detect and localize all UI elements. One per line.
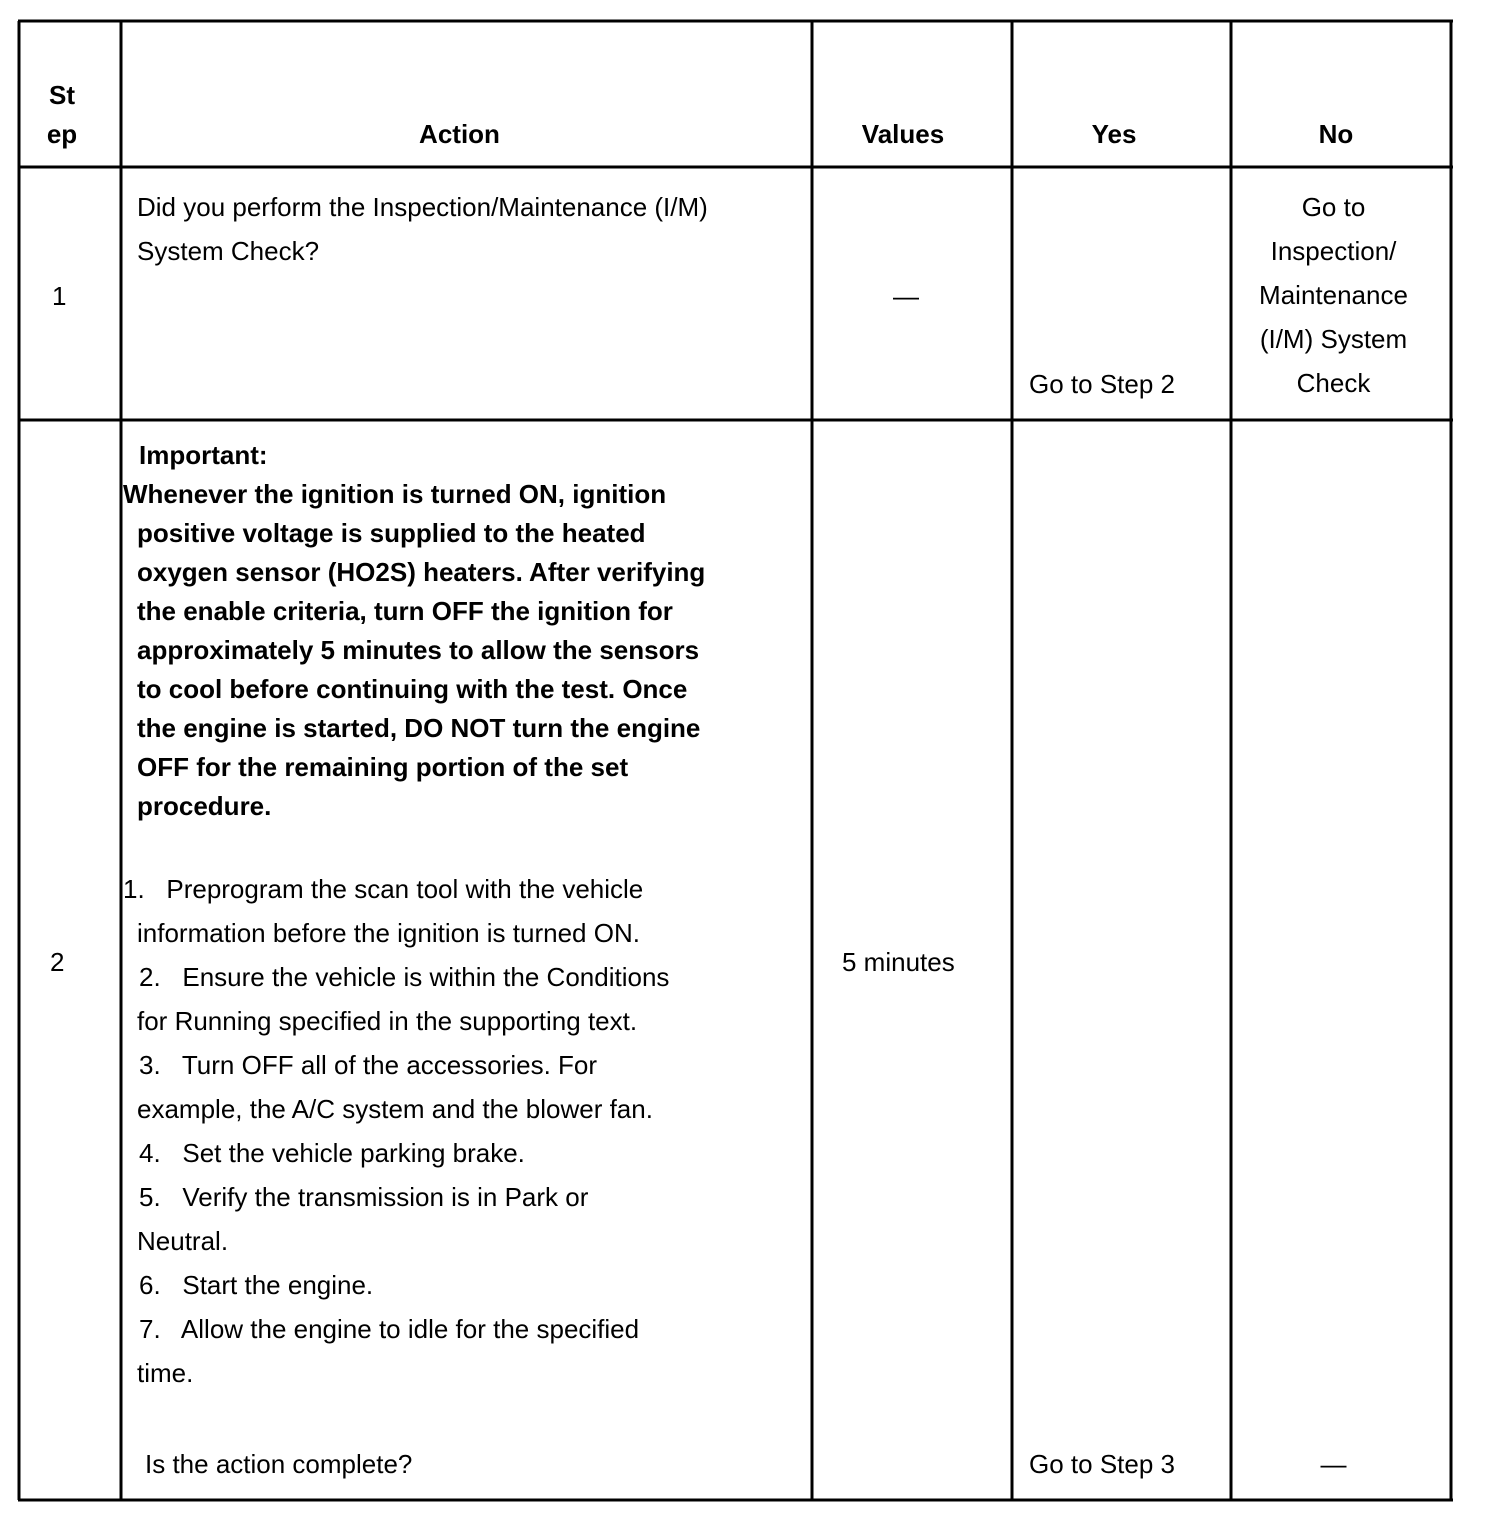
procedure-line: time. xyxy=(137,1358,194,1388)
header-action: Action xyxy=(419,119,500,149)
row2-question: Is the action complete? xyxy=(145,1449,413,1479)
procedure-line: Neutral. xyxy=(137,1226,229,1256)
procedure-line: 3. Turn OFF all of the accessories. For xyxy=(139,1050,598,1080)
header-step xyxy=(19,76,105,154)
important-line: oxygen sensor (HO2S) heaters. After verifying xyxy=(137,557,706,587)
important-line: the enable criteria, turn OFF the ignition for xyxy=(137,596,673,626)
important-line: positive voltage is supplied to the heated xyxy=(137,518,646,548)
row1-action xyxy=(137,185,708,273)
row1-value: — xyxy=(893,281,919,311)
important-line: Whenever the ignition is turned ON, ignition xyxy=(123,479,667,509)
procedure-steps xyxy=(123,867,669,1395)
row1-no-line: Go to xyxy=(1301,192,1366,222)
important-line: OFF for the remaining portion of the set xyxy=(137,752,629,782)
procedure-line: for Running specified in the supporting text. xyxy=(137,1006,638,1036)
important-line: procedure. xyxy=(137,791,272,821)
row2-step: 2 xyxy=(50,947,65,977)
procedure-line: 1. Preprogram the scan tool with the vehicle xyxy=(123,874,644,904)
important-note xyxy=(123,475,705,826)
row1-no-line: Maintenance xyxy=(1259,280,1408,310)
important-line: to cool before continuing with the test. Once xyxy=(137,674,688,704)
row1-no xyxy=(1231,185,1436,405)
procedure-line: information before the ignition is turned ON. xyxy=(137,918,640,948)
header-no: No xyxy=(1318,119,1354,149)
procedure-line: 5. Verify the transmission is in Park or xyxy=(139,1182,589,1212)
row1-action-line: Did you perform the Inspection/Maintenance (I/M) xyxy=(137,192,708,222)
header-step-line2: ep xyxy=(46,119,78,149)
important-line: approximately 5 minutes to allow the sensors xyxy=(137,635,700,665)
row1-no-line: Inspection/ xyxy=(1270,236,1397,266)
procedure-line: 2. Ensure the vehicle is within the Conditions xyxy=(139,962,670,992)
procedure-line: 7. Allow the engine to idle for the specified xyxy=(139,1314,640,1344)
row1-yes: Go to Step 2 xyxy=(1029,369,1175,399)
row1-no-line: (I/M) System xyxy=(1259,324,1408,354)
row1-no-line: Check xyxy=(1296,368,1371,398)
procedure-line: example, the A/C system and the blower fan. xyxy=(137,1094,653,1124)
row2-value: 5 minutes xyxy=(842,947,955,977)
header-yes: Yes xyxy=(1091,119,1137,149)
header-values: Values xyxy=(861,119,945,149)
row1-step: 1 xyxy=(52,281,67,311)
procedure-line: 4. Set the vehicle parking brake. xyxy=(139,1138,525,1168)
important-line: the engine is started, DO NOT turn the engine xyxy=(137,713,701,743)
procedure-line: 6. Start the engine. xyxy=(139,1270,374,1300)
header-step-line1: St xyxy=(49,80,75,110)
row2-yes: Go to Step 3 xyxy=(1029,1449,1175,1479)
row1-action-line: System Check? xyxy=(137,236,320,266)
row2-no: — xyxy=(1320,1449,1347,1479)
important-label: Important: xyxy=(139,440,268,470)
